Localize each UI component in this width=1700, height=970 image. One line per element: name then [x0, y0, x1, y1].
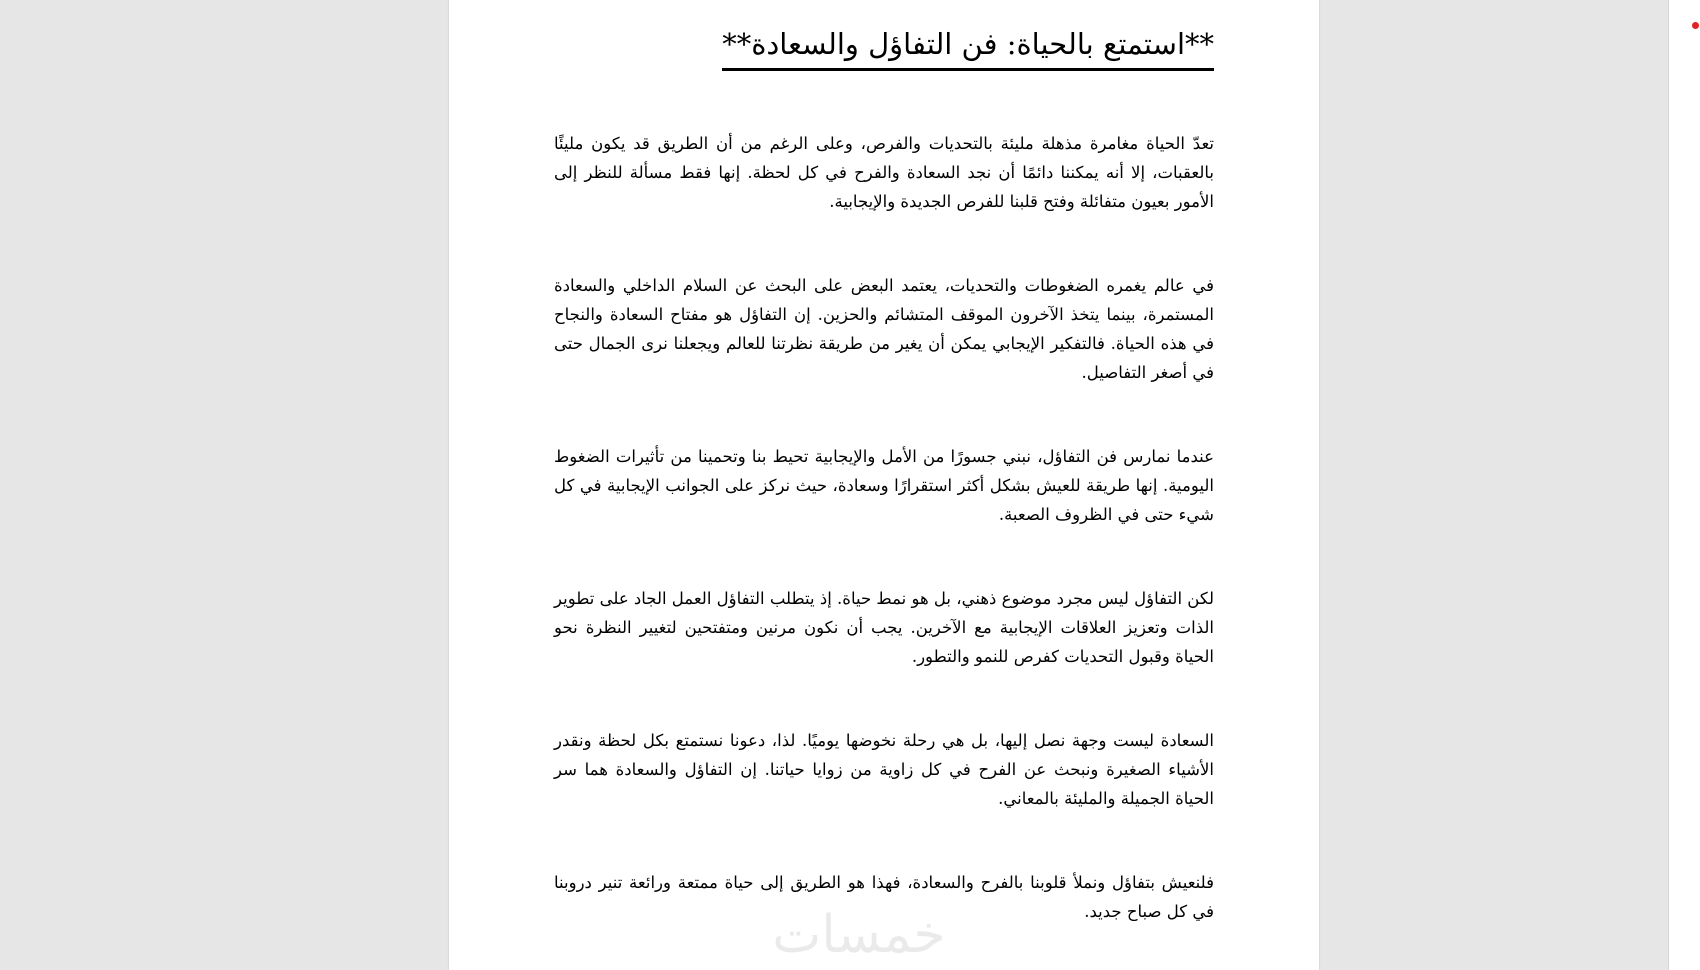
- paragraph-6: فلنعيش بتفاؤل ونملأ قلوبنا بالفرح والسعادة، فهذا هو الطريق إلى حياة ممتعة ورائعة تنير دروبنا في كل صباح جديد.: [554, 873, 1214, 921]
- side-panel-strip: [1668, 0, 1700, 970]
- paragraph-4: لكن التفاؤل ليس مجرد موضوع ذهني، بل هو نمط حياة. إذ يتطلب التفاؤل العمل الجاد على تطوير الذات وتعزيز العلاقات الإيجابية مع الآخرين. يجب أن نكون مرنين ومتفتحين لتغيير النظرة نحو الحياة وقبول التحديات كفرص للنمو والتطور.: [554, 589, 1214, 666]
- document-title: **استمتع بالحياة: فن التفاؤل والسعادة**: [722, 22, 1214, 71]
- title-wrapper: [554, 22, 1214, 71]
- watermark-logo: خمسات: [772, 905, 946, 965]
- paragraph-2: في عالم يغمره الضغوطات والتحديات، يعتمد البعض على البحث عن السلام الداخلي والسعادة المستمرة، بينما يتخذ الآخرون الموقف المتشائم والحزين. إن التفاؤل هو مفتاح السعادة والنجاح في هذه الحياة. فالتفكير الإيجابي يمكن أن يغير من طريقة نظرتنا للعالم ويجعلنا نرى الجمال حتى في أصغر التفاصيل.: [554, 276, 1214, 382]
- paragraph-1: تعدّ الحياة مغامرة مذهلة مليئة بالتحديات والفرص، وعلى الرغم من أن الطريق قد يكون مليئًا بالعقبات، إلا أنه يمكننا دائمًا أن نجد السعادة والفرح في كل لحظة. إنها فقط مسألة للنظر إلى الأمور بعيون متفائلة وفتح قلبنا للفرص الجديدة والإيجابية.: [554, 134, 1214, 211]
- document-content: [554, 22, 1214, 970]
- notification-dot-icon: [1692, 22, 1699, 29]
- document-page: [449, 0, 1319, 970]
- paragraph-3: عندما نمارس فن التفاؤل، نبني جسورًا من الأمل والإيجابية تحيط بنا وتحمينا من تأثيرات الضغوط اليومية. إنها طريقة للعيش بشكل أكثر استقرارًا وسعادة، حيث نركز على الجوانب الإيجابية في كل شيء حتى في الظروف الصعبة.: [554, 447, 1214, 524]
- paragraph-5: السعادة ليست وجهة نصل إليها، بل هي رحلة نخوضها يوميًا. لذا، دعونا نستمتع بكل لحظة ونقدر الأشياء الصغيرة ونبحث عن الفرح في كل زاوية من زوايا حياتنا. إن التفاؤل والسعادة هما سر الحياة الجميلة والمليئة بالمعاني.: [554, 731, 1214, 808]
